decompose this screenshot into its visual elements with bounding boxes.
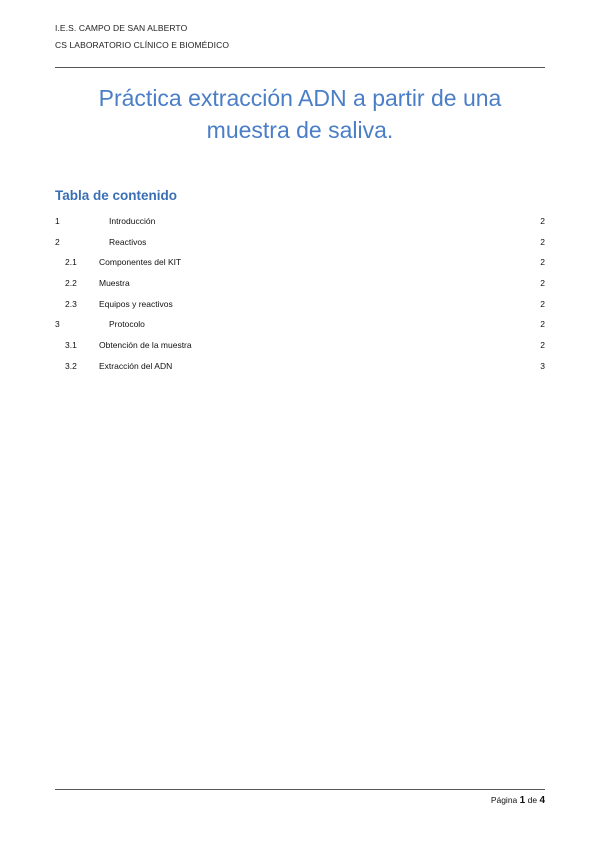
toc-entry-page: 2 [540,319,545,330]
toc-entry-number: 2.2 [65,278,77,289]
toc-entry-title: Equipos y reactivos [99,298,173,309]
toc-entry[interactable] [55,315,545,336]
title-line-2: muestra de saliva. [206,117,394,143]
toc-entry[interactable] [55,336,545,357]
footer-current-page: 1 [519,795,526,806]
header-course: CS LABORATORIO CLÍNICO E BIOMÉDICO [55,40,230,50]
toc-entry-page: 3 [540,360,545,371]
toc-entry-title: Obtención de la muestra [99,340,192,351]
toc-entry-title: Introducción [109,216,156,226]
toc-entry-page: 2 [540,216,545,226]
toc-entry[interactable] [55,295,545,316]
toc-entry-number: 3 [55,319,60,330]
footer-page-label: Página [490,795,518,805]
toc-entry-title: Reactivos [109,236,147,247]
toc-entry-title: Protocolo [109,319,145,330]
footer-separator: de [527,795,538,805]
toc-entry[interactable] [55,233,545,254]
toc-entry-page: 2 [540,257,545,268]
page-header [55,20,229,54]
toc-entry-page: 2 [540,278,545,289]
table-of-contents [55,212,545,378]
toc-entry-number: 2 [55,236,60,247]
footer-divider [55,789,545,790]
header-divider [55,67,545,68]
toc-heading: Tabla de contenido [55,188,178,203]
toc-entry-number: 2.3 [65,298,77,309]
toc-entry-number: 3.2 [65,360,77,371]
toc-entry-title: Extracción del ADN [99,360,173,371]
toc-entry-number: 2.1 [65,257,77,268]
toc-entry-title: Muestra [99,278,130,289]
page-footer [491,795,545,806]
toc-entry-title: Componentes del KIT [99,257,182,268]
toc-entry[interactable] [55,357,545,378]
title-line-1: Práctica extracción ADN a partir de una [98,85,502,111]
toc-entry[interactable] [55,253,545,274]
toc-entry-page: 2 [540,340,545,351]
toc-entry-number: 1 [55,216,60,226]
header-institution: I.E.S. CAMPO DE SAN ALBERTO [55,23,188,33]
toc-entry[interactable] [55,212,545,233]
toc-entry[interactable] [55,274,545,295]
toc-entry-page: 2 [540,236,545,247]
toc-entry-page: 2 [540,298,545,309]
document-title [55,82,545,146]
footer-total-pages: 4 [539,795,545,806]
toc-entry-number: 3.1 [65,340,77,351]
